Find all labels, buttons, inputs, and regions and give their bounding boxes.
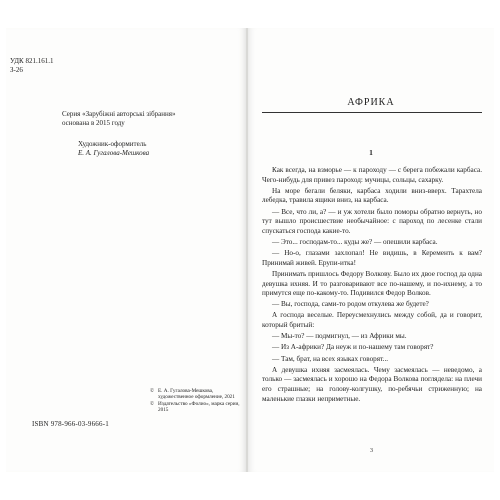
udk-block — [10, 57, 53, 75]
artist-role: Художник-оформитель — [78, 140, 147, 148]
paragraph: — Вы, господа, сами-то родом откулева же будете? — [272, 300, 429, 309]
chapter-number: 1 — [369, 148, 373, 157]
paragraph: Принимать пришлось Федору Волкову. Было их двое господ да одна девушка ихняя. И то разговаривают все по-нашему, и по-ихнему, а то примутся еще по-какому-то. Подивился Федор Волков. — [262, 269, 482, 298]
paragraph: — Из А-африки? Да неуж и по-нашему там говорят? — [272, 343, 434, 352]
copyright-row — [150, 388, 242, 401]
udk-code: УДК 821.161.1 — [10, 57, 54, 65]
paragraph: На море бегали беляки, карбаса ходили вниз-вверх. Тарахтела лебедка, травила ящики вниз, на карбаса. — [262, 186, 482, 205]
paragraph: — Мы-то? — подмигнул, — из Африки мы. — [272, 332, 407, 341]
copyright-row — [150, 401, 242, 414]
isbn: ISBN 978-966-03-9666-1 — [32, 420, 109, 428]
paragraph: — Все, что ли, а? — и уж хотели было поморы обратно вернуть, но тут вышло происшествие необычайное: с пароход по лесенке стали спускаться господа какие-то. — [262, 207, 482, 235]
copyright-symbol: © — [150, 388, 154, 394]
series-line: Серия «Зарубіжні авторські зібрання» — [62, 110, 176, 118]
paragraph: — Это... господам-то... куды же? — опешили карбаса. — [272, 237, 438, 246]
copyright-symbol: © — [150, 400, 154, 407]
copyright-text: Издательство «Фолио», марка серии, 2015 — [158, 400, 240, 413]
artist-name: Е. А. Гугалова-Мешкова — [78, 149, 150, 157]
body-text — [262, 166, 482, 406]
paragraph: — Там, брат, на всех языках говорят... — [272, 354, 389, 363]
copyright-text: Е. А. Гугалова-Мешкова, художественное оформление, 2021 — [158, 388, 235, 401]
title-rule — [262, 112, 482, 113]
artist-credit — [78, 140, 238, 158]
series-line: основана в 2015 году — [62, 119, 125, 127]
chapter-title: АФРИКА — [347, 97, 395, 108]
series-info — [62, 110, 238, 128]
page-number: 3 — [370, 448, 373, 454]
paragraph: Как всегда, на взморье — к пароходу — с берега побежали карбаса. Чего-нибудь для привез пароход: мучицы, сольцы, сахарку. — [262, 166, 482, 184]
catalog-code: З-26 — [10, 66, 23, 74]
copyright-block — [150, 388, 242, 413]
book-gutter — [246, 28, 248, 472]
paragraph: А господа веселые. Переусмехнулись между собой, да и говорит, который бритый: — [262, 311, 482, 330]
paragraph: А девушка ихняя засмеялась. Чему засмеялась — неведомо, а только — засмеялась и хорошо на Федора Волкова поглядела: на плечи его страшные; на голову-колгушку, по-ребячьи стриженную; на маленькие глазки неприметные. — [262, 365, 482, 403]
paragraph: — Но-о, глазами захлопал! Не видишь, в Керементь к вам? Принимай живей. Ерупи-итка! — [262, 249, 482, 267]
